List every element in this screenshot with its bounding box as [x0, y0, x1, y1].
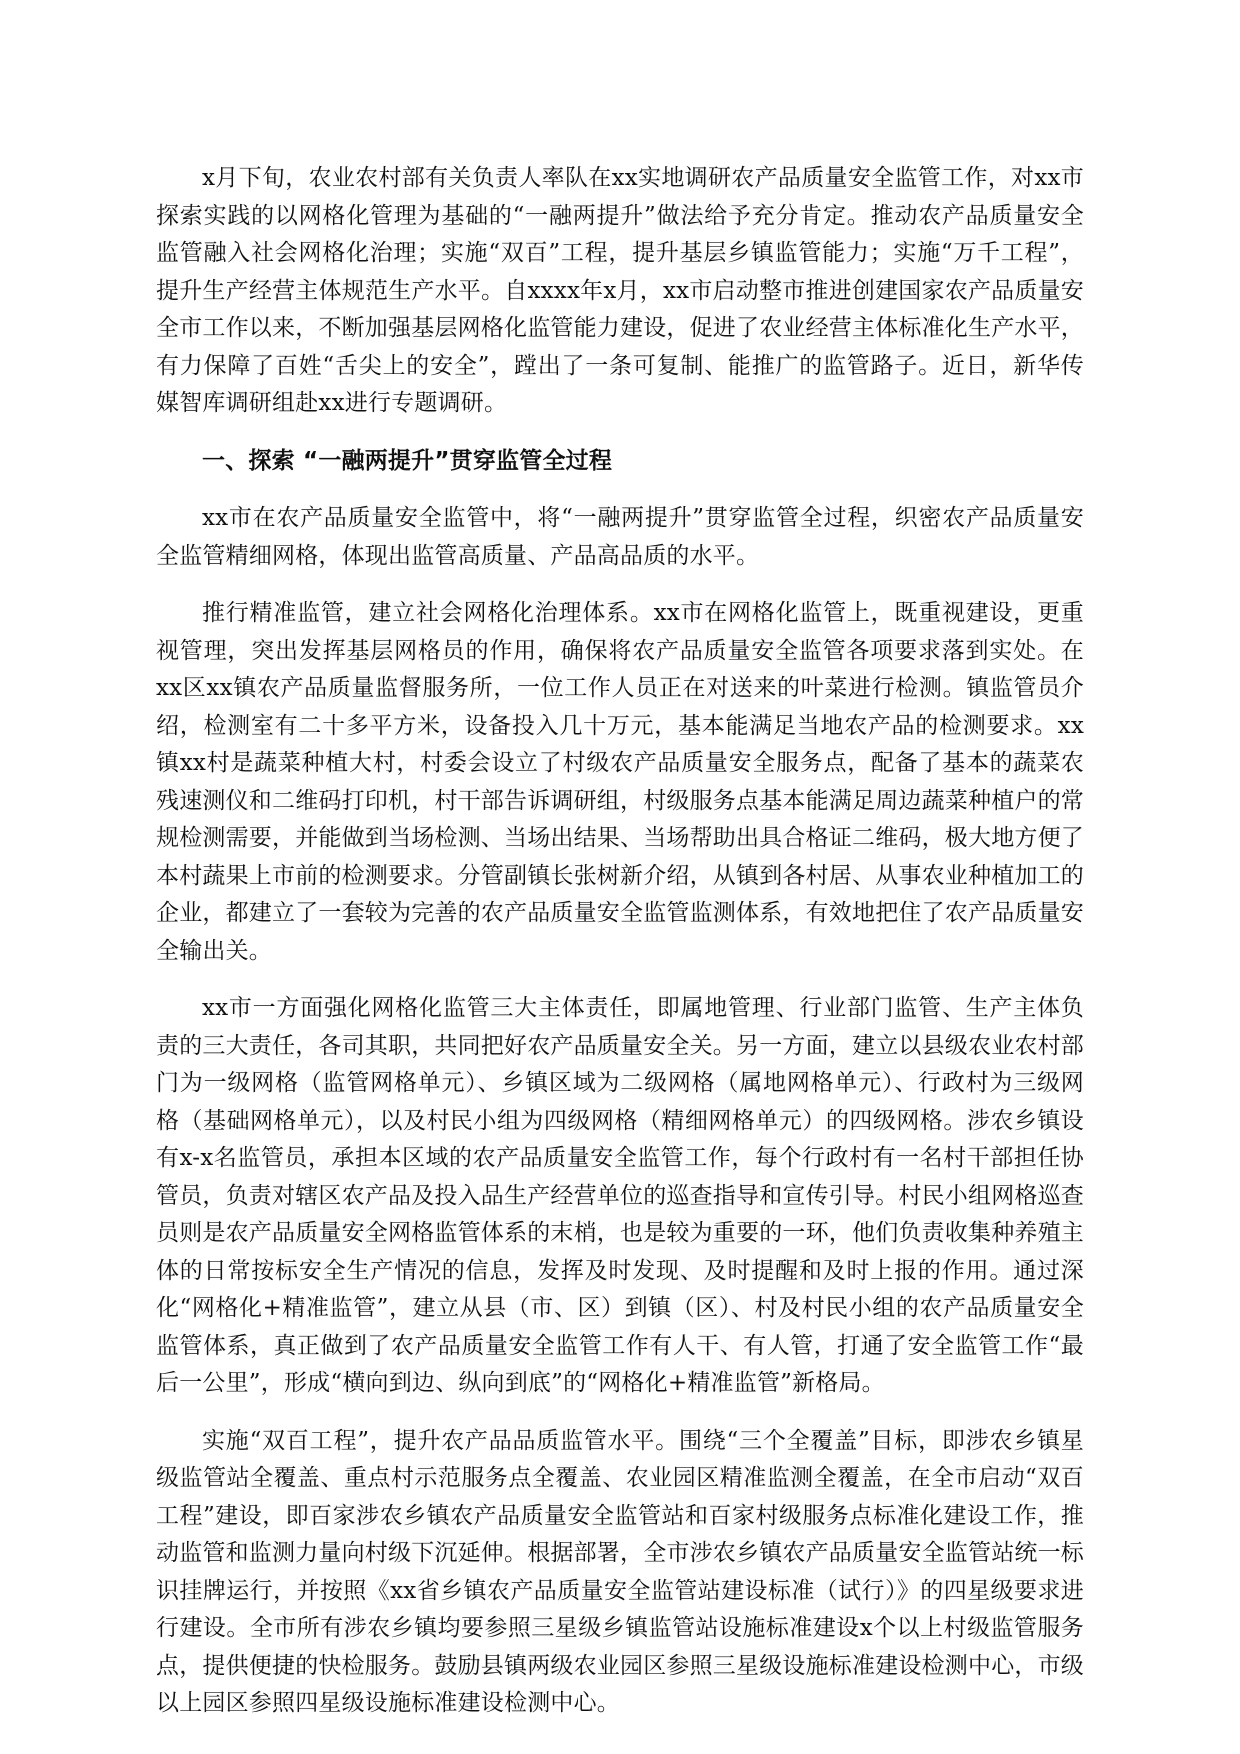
body-paragraph-2: 推行精准监管，建立社会网格化治理体系。xx市在网格化监管上，既重视建设，更重视管理，突出发挥基层网格员的作用，确保将农产品质量安全监管各项要求落到实处。在xx区xx镇农产品质量监督服务所，一位工作人员正在对送来的叶菜进行检测。镇监管员介绍，检测室有二十多平方米，设备投入几十万元，基本能满足当地农产品的检测要求。xx镇xx村是蔬菜种植大村，村委会设立了村级农产品质量安全服务点，配备了基本的蔬菜农残速测仪和二维码打印机，村干部告诉调研组，村级服务点基本能满足周边蔬菜种植户的常规检测需要，并能做到当场检测、当场出结果、当场帮助出具合格证二维码，极大地方便了本村蔬果上市前的检测要求。分管副镇长张树新介绍，从镇到各村居、从事农业种植加工的企业，都建立了一套较为完善的农产品质量安全监管监测体系，有效地把住了农产品质量安全输出关。 [156, 600, 1084, 964]
body-paragraph-4: 实施“双百工程”，提升农产品品质监管水平。围绕“三个全覆盖”目标，即涉农乡镇星级监管站全覆盖、重点村示范服务点全覆盖、农业园区精准监测全覆盖，在全市启动“双百工程”建设，即百家涉农乡镇农产品质量安全监管站和百家村级服务点标准化建设工作，推动监管和监测力量向村级下沉延伸。根据部署，全市涉农乡镇农产品质量安全监管站统一标识挂牌运行，并按照《xx省乡镇农产品质量安全监管站建设标准（试行）》的四星级要求进行建设。全市所有涉农乡镇均要参照三星级乡镇监管站设施标准建设x个以上村级监管服务点，提供便捷的快检服务。鼓励县镇两级农业园区参照三星级设施标准建设检测中心，市级以上园区参照四星级设施标准建设检测中心。 [156, 1427, 1084, 1716]
intro-paragraph: x月下旬，农业农村部有关负责人率队在xx实地调研农产品质量安全监管工作，对xx市探索实践的以网格化管理为基础的“一融两提升”做法给予充分肯定。推动农产品质量安全监管融入社会网格化治理；实施“双百”工程，提升基层乡镇监管能力；实施“万千工程”，提升生产经营主体规范生产水平。自xxxx年x月，xx市启动整市推进创建国家农产品质量安全市工作以来，不断加强基层网格化监管能力建设，促进了农业经营主体标准化生产水平，有力保障了百姓“舌尖上的安全”，蹚出了一条可复制、能推广的监管路子。近日，新华传媒智库调研组赴xx进行专题调研。 [156, 165, 1084, 416]
body-paragraph-1: xx市在农产品质量安全监管中，将“一融两提升”贯穿监管全过程，织密农产品质量安全监管精细网格，体现出监管高质量、产品高品质的水平。 [156, 505, 1084, 569]
document-body [156, 160, 1084, 1743]
body-paragraph-3: xx市一方面强化网格化监管三大主体责任，即属地管理、行业部门监管、生产主体负责的三大责任，各司其职，共同把好农产品质量安全关。另一方面，建立以县级农业农村部门为一级网格（监管网格单元）、乡镇区域为二级网格（属地网格单元）、行政村为三级网格（基础网格单元），以及村民小组为四级网格（精细网格单元）的四级网格。涉农乡镇设有x-x名监管员，承担本区域的农产品质量安全监管工作，每个行政村有一名村干部担任协管员，负责对辖区农产品及投入品生产经营单位的巡查指导和宣传引导。村民小组网格巡查员则是农产品质量安全网格监管体系的末梢，也是较为重要的一环，他们负责收集种养殖主体的日常按标安全生产情况的信息，发挥及时发现、及时提醒和及时上报的作用。通过深化“网格化+精准监管”，建立从县（市、区）到镇（区）、村及村民小组的农产品质量安全监管体系，真正做到了农产品质量安全监管工作有人干、有人管，打通了安全监管工作“最后一公里”，形成“横向到边、纵向到底”的“网格化+精准监管”新格局。 [156, 995, 1084, 1396]
section-heading: 一、探索 “一融两提升”贯穿监管全过程 [202, 447, 613, 474]
